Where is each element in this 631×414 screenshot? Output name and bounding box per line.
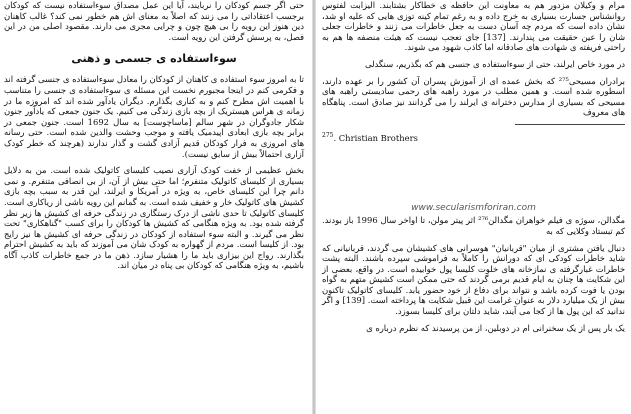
book-gutter xyxy=(312,0,316,414)
right-page xyxy=(318,0,631,414)
left-paragraph-1: تا به امروز سوء استفاده ی کاهنان از کودکان را معادل سوءاستفاده ی جنسی گرفته اند و فکرمی کنم در اینجا مجبورم نخست این مسئله ی سوءاستفاده ی جنسی را متناسب با اهمیت اش مطرح کنم و به کناری بگذارم. دیگران یادآور شده اند که امروزه ما در زمانه ی هراس هیستریک از بچه بازی زندگی می کنیم. یک جنون جمعی که یادآور جنون شکار جادوگران در شهر سالم [ماساچوست] به سال 1692 است. جنون جمعی در برابر بچه بازی ابعادی اپیدمیک یافته و موجب وحشت والدین شده است. حتی رسانه های امروزی به فرار کودکان قدیم آزادی گشت و گذار ندارند (هرچند که خطر کودک آزاری احتمالاً بیش از سابق نیست). xyxy=(4,74,304,159)
footnote-number: 275 xyxy=(322,131,334,139)
page-break-space xyxy=(322,143,625,203)
footnote-text: . Christian Brothers xyxy=(333,132,418,143)
left-paragraph-top: حتی اگر جسم کودکان را نربایند، آیا این عمل مصداق سوءاستفاده نیست که کودکان برجسب اعتقاداتی را می زنند که اصلاً به معنای اش هم خطور نمی کند؟ غالب کاهنان دین هنوز این رویه را بی هیچ چون و چرایی مجری می دارند. مقصود اصلی من در این فصل، به پرسش گرفتن این رویه است. xyxy=(4,0,304,42)
right-paragraph-top: مرام و وکیلان مزدور هم به معاونت این حافظه ی خطاکار بشتابند. الیزابت لفتوس روانشناس جسارت بسیاری به خرج داده و به رغم تمام کینه توزی هایی که علیه او شد، نشان داده است که مردم چه آسان دست به جعل خاطرات می زنند و خاطرات جعلی شان را عین حقیقت می پندارند. [137] جای تعجب نیست که هیئت منصفه ها هم به راحتی فریفته ی شهادت های صادقانه اما کاذب شهود می شوند. xyxy=(322,0,625,53)
right-page-content xyxy=(322,0,625,339)
footnote-divider xyxy=(515,124,625,125)
right-paragraph-low-2: دنبال یافتن مشتری از میان "قربانیان" هوسرانی های کشیشان می گردند، قربانیانی که شاید خاطرات کودکی ای که دورانش را کاملاً به فراموشی سپرده باشند. البته پشت خاطرات غبارگرفته ی نمازخانه های خلوت کلیسا پول خوابیده است. در واقع، بعضی از این شکایت ها چنان به ایام قدیم برمی گردند که حتی ممکن است کشیش متهم به گواه بودن یا فوت کرده باشد و نتواند برای دفاع از خود حضور یابد. کلیسای کاتولیک تاکنون بیش از یک میلیارد دلار به عنوان غرامت این قبیل شکایت ها پرداخته است. [139] و اگر ندانید که این پول ها از کجا می آیند، شاید دلتان برای کلیسا بسوزد. xyxy=(322,242,626,317)
left-page-content xyxy=(4,0,304,277)
website-watermark: www.secularismforiran.com xyxy=(411,203,536,214)
right-paragraph-mid-2: برادران مسیحی²⁷⁵ که بخش عمده ای از آموزش پسران آن کشور را بر عهده دارند، اسطوره شده است. و همین مطلب در مورد راهبه های رحمی سادیستی راهبه های مسیحی که بسیاری از مدارس دخترانه ی ایرلند را می گردانند نیز صادق است. پناهگاه های معروف xyxy=(322,75,625,118)
right-paragraph-low-1: مگدالن، سوژه ی فیلم خواهران مگدالن²⁷⁶ اثر پیتر مولن، تا اواخر سال 1996 باز بودند. کم تبستاد وکلایی که به xyxy=(322,215,625,236)
section-heading: سوءاستفاده ی جسمی و ذهنی xyxy=(71,52,237,66)
left-paragraph-2: بخش عظیمی از خفت کودک آزاری نصیب کلیسای کاتولیک شده است. من به دلایل بسیاری از کلیسای کاتولیک متنفرم؛ اما حتی بیش از آن، از بی انصافی متنفرم. و نمی دانم چرا این کلیسای خاص، به ویژه در آمریکا و ایرلند، این قدر به سبب بچه بازی کشیش های کاتولیک خار و خفیف شده است. به گمانم این رویه ناشی از ریاکاری است. کلیسای کاتولیک تا حدی ناشی از درک رستگاری در زندگی حرفه ای کشیش ها زیر نظر گرفته شده بود. به ویژه هنگامی که کشیش ها کودکان را برای کسب "گناهکاری" تحت نظر می گیرند. و البته سوء استفاده از کودکان در زندگی حرفه ای کشیش ها نیز رایج بود. از کلیسا است. مردم از گهواره به کودک شان می آموزند که باید به کشیش احترام بگذارند. رواج این بیزاری باید ما را هشیار سازد. ذهن ما در جمع خاطرات کاذب آگاه باشیم، به ویژه هنگامی که کودکان بی پناه در میان اند. xyxy=(4,165,304,271)
right-paragraph-bottom: یک بار پس از یک سخنرانی ام در دوبلین، از من پرسیدند که نظرم درباره ی xyxy=(366,322,625,333)
right-paragraph-mid-1: در مورد خاص ایرلند، حتی از سوءاستفاده ی جنسی هم که بگذریم، سنگدلی xyxy=(364,58,625,69)
left-page xyxy=(0,0,310,414)
footnote xyxy=(322,131,625,143)
